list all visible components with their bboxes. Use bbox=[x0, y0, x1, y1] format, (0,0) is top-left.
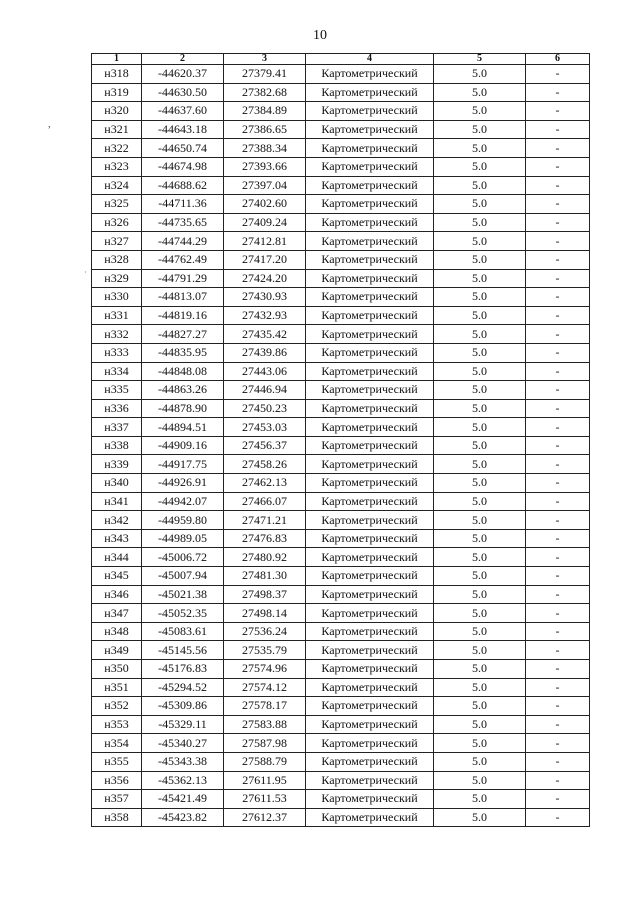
y-coordinate-cell: 27498.37 bbox=[224, 585, 306, 604]
y-coordinate-cell: 27498.14 bbox=[224, 604, 306, 623]
y-coordinate-cell: 27535.79 bbox=[224, 641, 306, 660]
accuracy-cell: 5.0 bbox=[434, 120, 526, 139]
y-coordinate-cell: 27409.24 bbox=[224, 213, 306, 232]
table-row bbox=[92, 120, 590, 139]
table-row bbox=[92, 734, 590, 753]
table-row bbox=[92, 83, 590, 102]
note-cell: - bbox=[526, 697, 590, 716]
method-cell: Картометрический bbox=[306, 492, 434, 511]
accuracy-cell: 5.0 bbox=[434, 678, 526, 697]
x-coordinate-cell: -44878.90 bbox=[142, 399, 224, 418]
x-coordinate-cell: -44827.27 bbox=[142, 325, 224, 344]
point-id-cell: н322 bbox=[92, 139, 142, 158]
y-coordinate-cell: 27450.23 bbox=[224, 399, 306, 418]
table-row bbox=[92, 176, 590, 195]
note-cell: - bbox=[526, 381, 590, 400]
note-cell: - bbox=[526, 250, 590, 269]
x-coordinate-cell: -44835.95 bbox=[142, 343, 224, 362]
accuracy-cell: 5.0 bbox=[434, 381, 526, 400]
x-coordinate-cell: -44959.80 bbox=[142, 511, 224, 530]
table-row bbox=[92, 585, 590, 604]
note-cell: - bbox=[526, 660, 590, 679]
x-coordinate-cell: -44926.91 bbox=[142, 474, 224, 493]
accuracy-cell: 5.0 bbox=[434, 195, 526, 214]
point-id-cell: н342 bbox=[92, 511, 142, 530]
y-coordinate-cell: 27424.20 bbox=[224, 269, 306, 288]
method-cell: Картометрический bbox=[306, 715, 434, 734]
point-id-cell: н329 bbox=[92, 269, 142, 288]
x-coordinate-cell: -44711.36 bbox=[142, 195, 224, 214]
table-row bbox=[92, 511, 590, 530]
y-coordinate-cell: 27430.93 bbox=[224, 288, 306, 307]
y-coordinate-cell: 27574.12 bbox=[224, 678, 306, 697]
method-cell: Картометрический bbox=[306, 399, 434, 418]
y-coordinate-cell: 27611.95 bbox=[224, 771, 306, 790]
point-id-cell: н357 bbox=[92, 790, 142, 809]
point-id-cell: н356 bbox=[92, 771, 142, 790]
method-cell: Картометрический bbox=[306, 678, 434, 697]
table-row bbox=[92, 362, 590, 381]
accuracy-cell: 5.0 bbox=[434, 343, 526, 362]
x-coordinate-cell: -45052.35 bbox=[142, 604, 224, 623]
x-coordinate-cell: -44762.49 bbox=[142, 250, 224, 269]
x-coordinate-cell: -45021.38 bbox=[142, 585, 224, 604]
accuracy-cell: 5.0 bbox=[434, 306, 526, 325]
table-row bbox=[92, 604, 590, 623]
method-cell: Картометрический bbox=[306, 83, 434, 102]
note-cell: - bbox=[526, 288, 590, 307]
accuracy-cell: 5.0 bbox=[434, 529, 526, 548]
x-coordinate-cell: -44735.65 bbox=[142, 213, 224, 232]
point-id-cell: н339 bbox=[92, 455, 142, 474]
accuracy-cell: 5.0 bbox=[434, 492, 526, 511]
note-cell: - bbox=[526, 195, 590, 214]
y-coordinate-cell: 27386.65 bbox=[224, 120, 306, 139]
point-id-cell: н338 bbox=[92, 436, 142, 455]
table-row bbox=[92, 399, 590, 418]
table-row bbox=[92, 343, 590, 362]
method-cell: Картометрический bbox=[306, 548, 434, 567]
y-coordinate-cell: 27583.88 bbox=[224, 715, 306, 734]
point-id-cell: н319 bbox=[92, 83, 142, 102]
method-cell: Картометрический bbox=[306, 697, 434, 716]
accuracy-cell: 5.0 bbox=[434, 436, 526, 455]
method-cell: Картометрический bbox=[306, 585, 434, 604]
point-id-cell: н327 bbox=[92, 232, 142, 251]
point-id-cell: н337 bbox=[92, 418, 142, 437]
accuracy-cell: 5.0 bbox=[434, 752, 526, 771]
point-id-cell: н326 bbox=[92, 213, 142, 232]
table-row bbox=[92, 660, 590, 679]
y-coordinate-cell: 27456.37 bbox=[224, 436, 306, 455]
accuracy-cell: 5.0 bbox=[434, 808, 526, 827]
x-coordinate-cell: -45309.86 bbox=[142, 697, 224, 716]
point-id-cell: н358 bbox=[92, 808, 142, 827]
accuracy-cell: 5.0 bbox=[434, 622, 526, 641]
table-row bbox=[92, 548, 590, 567]
point-id-cell: н350 bbox=[92, 660, 142, 679]
note-cell: - bbox=[526, 715, 590, 734]
x-coordinate-cell: -44989.05 bbox=[142, 529, 224, 548]
table-row bbox=[92, 678, 590, 697]
method-cell: Картометрический bbox=[306, 381, 434, 400]
method-cell: Картометрический bbox=[306, 604, 434, 623]
point-id-cell: н318 bbox=[92, 65, 142, 84]
table-row bbox=[92, 139, 590, 158]
y-coordinate-cell: 27611.53 bbox=[224, 790, 306, 809]
method-cell: Картометрический bbox=[306, 157, 434, 176]
method-cell: Картометрический bbox=[306, 641, 434, 660]
method-cell: Картометрический bbox=[306, 250, 434, 269]
x-coordinate-cell: -45362.13 bbox=[142, 771, 224, 790]
accuracy-cell: 5.0 bbox=[434, 604, 526, 623]
note-cell: - bbox=[526, 176, 590, 195]
table-row bbox=[92, 697, 590, 716]
table-row bbox=[92, 325, 590, 344]
table-header-row bbox=[92, 54, 590, 65]
y-coordinate-cell: 27435.42 bbox=[224, 325, 306, 344]
note-cell: - bbox=[526, 418, 590, 437]
accuracy-cell: 5.0 bbox=[434, 585, 526, 604]
column-header: 2 bbox=[142, 54, 224, 65]
x-coordinate-cell: -45329.11 bbox=[142, 715, 224, 734]
point-id-cell: н336 bbox=[92, 399, 142, 418]
point-id-cell: н324 bbox=[92, 176, 142, 195]
y-coordinate-cell: 27432.93 bbox=[224, 306, 306, 325]
table-row bbox=[92, 771, 590, 790]
scan-mark: , bbox=[48, 118, 51, 130]
accuracy-cell: 5.0 bbox=[434, 771, 526, 790]
x-coordinate-cell: -44744.29 bbox=[142, 232, 224, 251]
note-cell: - bbox=[526, 102, 590, 121]
x-coordinate-cell: -44942.07 bbox=[142, 492, 224, 511]
y-coordinate-cell: 27439.86 bbox=[224, 343, 306, 362]
y-coordinate-cell: 27384.89 bbox=[224, 102, 306, 121]
accuracy-cell: 5.0 bbox=[434, 790, 526, 809]
page-number: 10 bbox=[313, 28, 327, 43]
note-cell: - bbox=[526, 157, 590, 176]
accuracy-cell: 5.0 bbox=[434, 157, 526, 176]
x-coordinate-cell: -45083.61 bbox=[142, 622, 224, 641]
x-coordinate-cell: -45423.82 bbox=[142, 808, 224, 827]
table-row bbox=[92, 641, 590, 660]
table-row bbox=[92, 529, 590, 548]
accuracy-cell: 5.0 bbox=[434, 288, 526, 307]
method-cell: Картометрический bbox=[306, 288, 434, 307]
table-row bbox=[92, 269, 590, 288]
method-cell: Картометрический bbox=[306, 176, 434, 195]
method-cell: Картометрический bbox=[306, 65, 434, 84]
y-coordinate-cell: 27397.04 bbox=[224, 176, 306, 195]
x-coordinate-cell: -45007.94 bbox=[142, 567, 224, 586]
note-cell: - bbox=[526, 641, 590, 660]
method-cell: Картометрический bbox=[306, 529, 434, 548]
accuracy-cell: 5.0 bbox=[434, 176, 526, 195]
point-id-cell: н347 bbox=[92, 604, 142, 623]
column-header: 1 bbox=[92, 54, 142, 65]
y-coordinate-cell: 27612.37 bbox=[224, 808, 306, 827]
note-cell: - bbox=[526, 306, 590, 325]
note-cell: - bbox=[526, 585, 590, 604]
accuracy-cell: 5.0 bbox=[434, 269, 526, 288]
accuracy-cell: 5.0 bbox=[434, 362, 526, 381]
y-coordinate-cell: 27402.60 bbox=[224, 195, 306, 214]
y-coordinate-cell: 27587.98 bbox=[224, 734, 306, 753]
y-coordinate-cell: 27393.66 bbox=[224, 157, 306, 176]
point-id-cell: н335 bbox=[92, 381, 142, 400]
y-coordinate-cell: 27476.83 bbox=[224, 529, 306, 548]
column-header: 4 bbox=[306, 54, 434, 65]
note-cell: - bbox=[526, 771, 590, 790]
x-coordinate-cell: -45421.49 bbox=[142, 790, 224, 809]
method-cell: Картометрический bbox=[306, 213, 434, 232]
point-id-cell: н321 bbox=[92, 120, 142, 139]
accuracy-cell: 5.0 bbox=[434, 102, 526, 121]
method-cell: Картометрический bbox=[306, 436, 434, 455]
method-cell: Картометрический bbox=[306, 808, 434, 827]
point-id-cell: н332 bbox=[92, 325, 142, 344]
x-coordinate-cell: -45006.72 bbox=[142, 548, 224, 567]
point-id-cell: н348 bbox=[92, 622, 142, 641]
note-cell: - bbox=[526, 362, 590, 381]
x-coordinate-cell: -44848.08 bbox=[142, 362, 224, 381]
y-coordinate-cell: 27574.96 bbox=[224, 660, 306, 679]
point-id-cell: н354 bbox=[92, 734, 142, 753]
y-coordinate-cell: 27388.34 bbox=[224, 139, 306, 158]
point-id-cell: н349 bbox=[92, 641, 142, 660]
table-row bbox=[92, 288, 590, 307]
note-cell: - bbox=[526, 399, 590, 418]
method-cell: Картометрический bbox=[306, 567, 434, 586]
column-header: 5 bbox=[434, 54, 526, 65]
table-row bbox=[92, 436, 590, 455]
accuracy-cell: 5.0 bbox=[434, 65, 526, 84]
x-coordinate-cell: -44909.16 bbox=[142, 436, 224, 455]
y-coordinate-cell: 27417.20 bbox=[224, 250, 306, 269]
table-row bbox=[92, 474, 590, 493]
note-cell: - bbox=[526, 567, 590, 586]
point-id-cell: н353 bbox=[92, 715, 142, 734]
note-cell: - bbox=[526, 65, 590, 84]
accuracy-cell: 5.0 bbox=[434, 250, 526, 269]
point-id-cell: н343 bbox=[92, 529, 142, 548]
point-id-cell: н351 bbox=[92, 678, 142, 697]
accuracy-cell: 5.0 bbox=[434, 399, 526, 418]
table-row bbox=[92, 567, 590, 586]
table-row bbox=[92, 418, 590, 437]
method-cell: Картометрический bbox=[306, 771, 434, 790]
method-cell: Картометрический bbox=[306, 622, 434, 641]
note-cell: - bbox=[526, 232, 590, 251]
method-cell: Картометрический bbox=[306, 752, 434, 771]
x-coordinate-cell: -45340.27 bbox=[142, 734, 224, 753]
y-coordinate-cell: 27446.94 bbox=[224, 381, 306, 400]
accuracy-cell: 5.0 bbox=[434, 455, 526, 474]
y-coordinate-cell: 27471.21 bbox=[224, 511, 306, 530]
y-coordinate-cell: 27453.03 bbox=[224, 418, 306, 437]
table-body bbox=[92, 65, 590, 827]
coordinates-table bbox=[91, 53, 590, 827]
accuracy-cell: 5.0 bbox=[434, 567, 526, 586]
y-coordinate-cell: 27382.68 bbox=[224, 83, 306, 102]
point-id-cell: н331 bbox=[92, 306, 142, 325]
point-id-cell: н330 bbox=[92, 288, 142, 307]
point-id-cell: н341 bbox=[92, 492, 142, 511]
note-cell: - bbox=[526, 790, 590, 809]
y-coordinate-cell: 27578.17 bbox=[224, 697, 306, 716]
table-row bbox=[92, 232, 590, 251]
method-cell: Картометрический bbox=[306, 418, 434, 437]
x-coordinate-cell: -44620.37 bbox=[142, 65, 224, 84]
note-cell: - bbox=[526, 752, 590, 771]
point-id-cell: н344 bbox=[92, 548, 142, 567]
x-coordinate-cell: -45294.52 bbox=[142, 678, 224, 697]
point-id-cell: н323 bbox=[92, 157, 142, 176]
method-cell: Картометрический bbox=[306, 343, 434, 362]
accuracy-cell: 5.0 bbox=[434, 474, 526, 493]
note-cell: - bbox=[526, 808, 590, 827]
note-cell: - bbox=[526, 120, 590, 139]
x-coordinate-cell: -44674.98 bbox=[142, 157, 224, 176]
table-row bbox=[92, 381, 590, 400]
table-row bbox=[92, 195, 590, 214]
x-coordinate-cell: -45145.56 bbox=[142, 641, 224, 660]
table-row bbox=[92, 752, 590, 771]
table-row bbox=[92, 213, 590, 232]
note-cell: - bbox=[526, 678, 590, 697]
accuracy-cell: 5.0 bbox=[434, 641, 526, 660]
table-row bbox=[92, 790, 590, 809]
table-row bbox=[92, 622, 590, 641]
method-cell: Картометрический bbox=[306, 362, 434, 381]
point-id-cell: н334 bbox=[92, 362, 142, 381]
point-id-cell: н328 bbox=[92, 250, 142, 269]
column-header: 6 bbox=[526, 54, 590, 65]
point-id-cell: н346 bbox=[92, 585, 142, 604]
note-cell: - bbox=[526, 529, 590, 548]
y-coordinate-cell: 27412.81 bbox=[224, 232, 306, 251]
accuracy-cell: 5.0 bbox=[434, 548, 526, 567]
method-cell: Картометрический bbox=[306, 232, 434, 251]
column-header: 3 bbox=[224, 54, 306, 65]
accuracy-cell: 5.0 bbox=[434, 325, 526, 344]
y-coordinate-cell: 27379.41 bbox=[224, 65, 306, 84]
table-row bbox=[92, 455, 590, 474]
method-cell: Картометрический bbox=[306, 474, 434, 493]
x-coordinate-cell: -44819.16 bbox=[142, 306, 224, 325]
x-coordinate-cell: -44863.26 bbox=[142, 381, 224, 400]
method-cell: Картометрический bbox=[306, 455, 434, 474]
table-row bbox=[92, 65, 590, 84]
note-cell: - bbox=[526, 269, 590, 288]
table-row bbox=[92, 157, 590, 176]
method-cell: Картометрический bbox=[306, 660, 434, 679]
x-coordinate-cell: -45343.38 bbox=[142, 752, 224, 771]
point-id-cell: н345 bbox=[92, 567, 142, 586]
note-cell: - bbox=[526, 213, 590, 232]
point-id-cell: н340 bbox=[92, 474, 142, 493]
note-cell: - bbox=[526, 436, 590, 455]
accuracy-cell: 5.0 bbox=[434, 418, 526, 437]
table-row bbox=[92, 492, 590, 511]
note-cell: - bbox=[526, 455, 590, 474]
note-cell: - bbox=[526, 139, 590, 158]
x-coordinate-cell: -44643.18 bbox=[142, 120, 224, 139]
method-cell: Картометрический bbox=[306, 306, 434, 325]
point-id-cell: н333 bbox=[92, 343, 142, 362]
note-cell: - bbox=[526, 325, 590, 344]
y-coordinate-cell: 27462.13 bbox=[224, 474, 306, 493]
note-cell: - bbox=[526, 343, 590, 362]
accuracy-cell: 5.0 bbox=[434, 232, 526, 251]
table-row bbox=[92, 250, 590, 269]
table-row bbox=[92, 306, 590, 325]
y-coordinate-cell: 27536.24 bbox=[224, 622, 306, 641]
note-cell: - bbox=[526, 511, 590, 530]
point-id-cell: н320 bbox=[92, 102, 142, 121]
accuracy-cell: 5.0 bbox=[434, 734, 526, 753]
x-coordinate-cell: -44813.07 bbox=[142, 288, 224, 307]
method-cell: Картометрический bbox=[306, 102, 434, 121]
accuracy-cell: 5.0 bbox=[434, 213, 526, 232]
point-id-cell: н352 bbox=[92, 697, 142, 716]
scan-mark: · bbox=[84, 268, 87, 277]
note-cell: - bbox=[526, 622, 590, 641]
note-cell: - bbox=[526, 474, 590, 493]
method-cell: Картометрический bbox=[306, 195, 434, 214]
accuracy-cell: 5.0 bbox=[434, 697, 526, 716]
table-row bbox=[92, 715, 590, 734]
method-cell: Картометрический bbox=[306, 325, 434, 344]
accuracy-cell: 5.0 bbox=[434, 83, 526, 102]
method-cell: Картометрический bbox=[306, 734, 434, 753]
method-cell: Картометрический bbox=[306, 269, 434, 288]
note-cell: - bbox=[526, 548, 590, 567]
table-row bbox=[92, 102, 590, 121]
y-coordinate-cell: 27480.92 bbox=[224, 548, 306, 567]
method-cell: Картометрический bbox=[306, 139, 434, 158]
x-coordinate-cell: -44637.60 bbox=[142, 102, 224, 121]
note-cell: - bbox=[526, 492, 590, 511]
method-cell: Картометрический bbox=[306, 511, 434, 530]
x-coordinate-cell: -44630.50 bbox=[142, 83, 224, 102]
note-cell: - bbox=[526, 734, 590, 753]
y-coordinate-cell: 27481.30 bbox=[224, 567, 306, 586]
note-cell: - bbox=[526, 83, 590, 102]
x-coordinate-cell: -44791.29 bbox=[142, 269, 224, 288]
table-row bbox=[92, 808, 590, 827]
point-id-cell: н325 bbox=[92, 195, 142, 214]
y-coordinate-cell: 27588.79 bbox=[224, 752, 306, 771]
point-id-cell: н355 bbox=[92, 752, 142, 771]
accuracy-cell: 5.0 bbox=[434, 715, 526, 734]
accuracy-cell: 5.0 bbox=[434, 511, 526, 530]
x-coordinate-cell: -44894.51 bbox=[142, 418, 224, 437]
note-cell: - bbox=[526, 604, 590, 623]
accuracy-cell: 5.0 bbox=[434, 660, 526, 679]
x-coordinate-cell: -44688.62 bbox=[142, 176, 224, 195]
x-coordinate-cell: -45176.83 bbox=[142, 660, 224, 679]
y-coordinate-cell: 27466.07 bbox=[224, 492, 306, 511]
method-cell: Картометрический bbox=[306, 790, 434, 809]
method-cell: Картометрический bbox=[306, 120, 434, 139]
y-coordinate-cell: 27443.06 bbox=[224, 362, 306, 381]
x-coordinate-cell: -44917.75 bbox=[142, 455, 224, 474]
x-coordinate-cell: -44650.74 bbox=[142, 139, 224, 158]
accuracy-cell: 5.0 bbox=[434, 139, 526, 158]
y-coordinate-cell: 27458.26 bbox=[224, 455, 306, 474]
